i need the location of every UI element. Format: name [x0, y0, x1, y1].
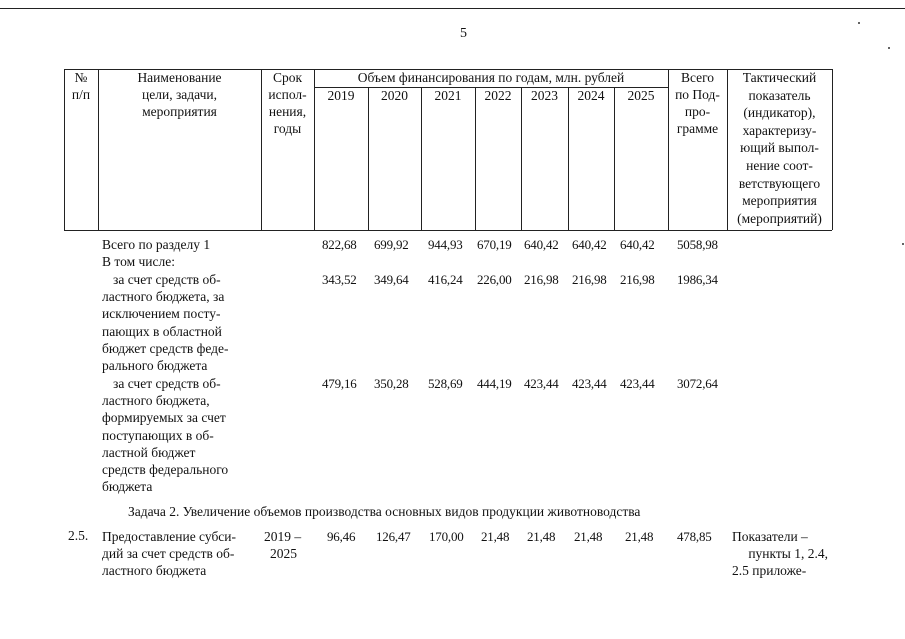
header-term: [261, 69, 314, 137]
header-term-line: испол-: [268, 87, 307, 102]
total-2025: 640,42: [620, 237, 655, 252]
total-2019: 822,68: [322, 237, 357, 252]
federal-2020: 350,28: [374, 376, 409, 391]
header-year: 2022: [484, 88, 512, 103]
row-federal-label: [102, 375, 257, 495]
header-indicator-line: Тактический: [742, 70, 817, 85]
col-border: [568, 87, 569, 230]
header-indicator-line: мероприятия: [742, 193, 817, 209]
header-year: 2021: [434, 88, 462, 103]
federal-line: формируемых за счет: [102, 410, 226, 426]
item-2023: 21,48: [527, 529, 556, 544]
regional-sum: 1986,34: [677, 272, 718, 287]
total-2024: 640,42: [572, 237, 607, 252]
federal-2025: 423,44: [620, 376, 655, 391]
header-total-line: грамме: [676, 121, 719, 136]
task-title: Задача 2. Увеличение объемов производства основных видов продукции животноводства: [128, 504, 641, 519]
col-border: [421, 87, 422, 230]
header-indicator-line: (мероприятий): [737, 210, 822, 226]
item-line: ластного бюджета: [102, 563, 207, 579]
row-including-label: В том числе:: [102, 254, 175, 269]
item-2022: 21,48: [481, 529, 510, 544]
regional-line: ластного бюджета, за: [102, 289, 225, 305]
regional-line: рального бюджета: [102, 358, 208, 374]
item-indicator-line: 2.5 приложе-: [732, 563, 807, 579]
col-border: [832, 69, 833, 230]
federal-line: средств федерального: [102, 462, 229, 478]
header-term-line: годы: [273, 121, 302, 136]
scan-speck: [858, 22, 860, 24]
header-name-line: мероприятия: [142, 104, 217, 119]
header-indicator-line: нение соот-: [746, 157, 813, 173]
item-term-line: 2025: [270, 546, 297, 562]
col-border: [368, 87, 369, 230]
total-2022: 670,19: [477, 237, 512, 252]
header-no-line: п/п: [71, 87, 91, 102]
item-term: [264, 528, 314, 562]
header-indicator-line: ветствующего: [738, 175, 821, 191]
header-indicator-line: (индикатор),: [743, 105, 816, 121]
federal-2022: 444,19: [477, 376, 512, 391]
header-name-line: цели, задачи,: [142, 87, 217, 102]
regional-line: пающих в областной: [102, 323, 222, 339]
scan-speck: [902, 243, 904, 245]
regional-2024: 216,98: [572, 272, 607, 287]
federal-2024: 423,44: [572, 376, 607, 391]
header-name: [98, 69, 261, 120]
row-total-label: Всего по разделу 1: [102, 237, 211, 252]
header-indicator-line: характеризу-: [742, 122, 817, 138]
item-number: 2.5.: [68, 528, 89, 543]
federal-line: бюджета: [102, 479, 153, 495]
scan-speck: [888, 47, 890, 49]
regional-2019: 343,52: [322, 272, 357, 287]
header-total-line: по Под-: [675, 87, 720, 102]
federal-line: ластной бюджет: [102, 444, 196, 460]
regional-2021: 416,24: [428, 272, 463, 287]
item-sum: 478,85: [677, 529, 712, 544]
header-indicator: [727, 69, 832, 227]
item-line: Предоставление субси-: [102, 529, 237, 544]
col-border: [475, 87, 476, 230]
regional-line: за счет средств об-: [113, 272, 221, 287]
federal-line: поступающих в об-: [102, 427, 214, 443]
federal-2021: 528,69: [428, 376, 463, 391]
table-header: [64, 69, 832, 230]
item-term-line: 2019 –: [264, 529, 302, 544]
header-term-line: Срок: [272, 70, 303, 85]
regional-2023: 216,98: [524, 272, 559, 287]
header-total-line: Всего: [680, 70, 715, 85]
col-border: [521, 87, 522, 230]
federal-sum: 3072,64: [677, 376, 718, 391]
page-number: 5: [460, 26, 467, 41]
header-year: 2025: [627, 88, 655, 103]
header-total: [668, 69, 727, 137]
federal-line: за счет средств об-: [113, 376, 221, 391]
regional-2020: 349,64: [374, 272, 409, 287]
total-2023: 640,42: [524, 237, 559, 252]
total-2021: 944,93: [428, 237, 463, 252]
item-indicator-line: Показатели –: [732, 529, 808, 544]
header-bottom-border: [64, 230, 832, 231]
federal-line: ластного бюджета,: [102, 393, 210, 409]
item-2019: 96,46: [327, 529, 356, 544]
regional-line: исключением посту-: [102, 306, 221, 322]
row-regional-label: [102, 271, 257, 374]
header-no: [64, 69, 98, 103]
header-total-line: про-: [684, 104, 711, 119]
header-year: 2019: [327, 88, 355, 103]
regional-2022: 226,00: [477, 272, 512, 287]
header-indicator-line: показатель: [748, 87, 811, 103]
federal-2019: 479,16: [322, 376, 357, 391]
item-indicator-line: пункты 1, 2.4,: [748, 546, 828, 562]
item-2024: 21,48: [574, 529, 603, 544]
total-sum: 5058,98: [677, 237, 718, 252]
header-funding-title: Объем финансирования по годам, млн. рублей: [357, 70, 625, 85]
item-label: [102, 528, 258, 580]
item-2021: 170,00: [429, 529, 464, 544]
header-name-line: Наименование: [137, 70, 222, 85]
item-2020: 126,47: [376, 529, 411, 544]
item-2025: 21,48: [625, 529, 654, 544]
header-no-line: №: [74, 70, 88, 85]
header-term-line: нения,: [268, 104, 307, 119]
header-year: 2024: [577, 88, 605, 103]
top-rule: [0, 8, 905, 9]
header-indicator-line: ющий выпол-: [740, 140, 819, 156]
col-border: [614, 87, 615, 230]
regional-line: бюджет средств феде-: [102, 340, 229, 356]
total-2020: 699,92: [374, 237, 409, 252]
regional-2025: 216,98: [620, 272, 655, 287]
federal-2023: 423,44: [524, 376, 559, 391]
item-indicator: [732, 528, 828, 580]
header-year: 2023: [531, 88, 558, 103]
header-year: 2020: [381, 88, 408, 103]
item-line: дий за счет средств об-: [102, 546, 235, 562]
